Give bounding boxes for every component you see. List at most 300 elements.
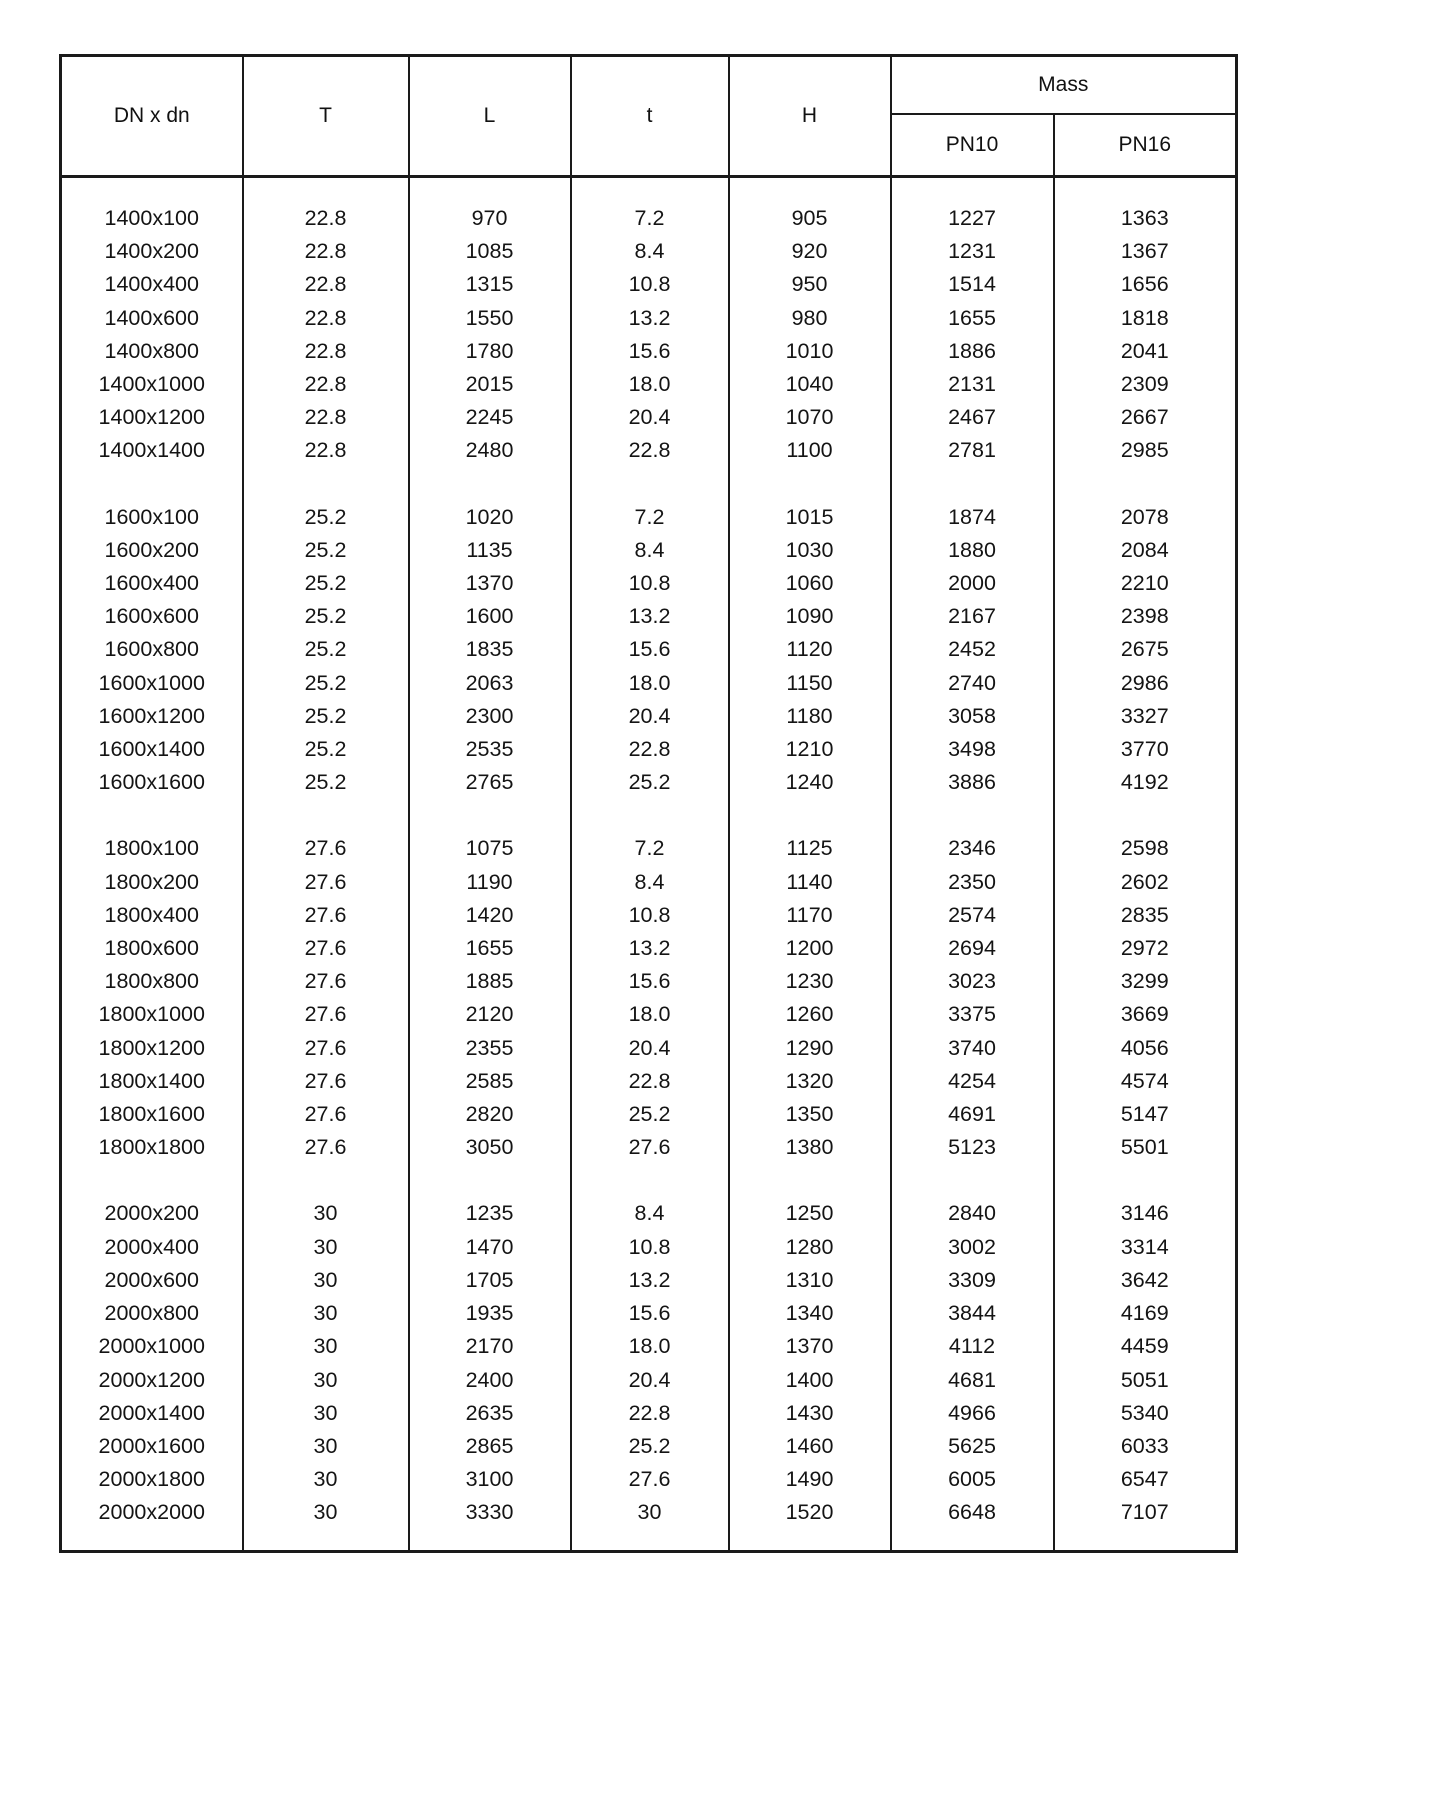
cell-h: 1250 <box>729 1197 891 1230</box>
cell-h: 1180 <box>729 700 891 733</box>
cell-dn: 1400x800 <box>104 338 199 363</box>
cell-t-wall: 30 <box>243 1496 409 1529</box>
table-row <box>61 501 1237 534</box>
spacer-cell <box>891 799 1054 832</box>
cell-h: 1400 <box>729 1364 891 1397</box>
cell-pn10: 4681 <box>891 1364 1054 1397</box>
cell-h: 1370 <box>729 1330 891 1363</box>
cell-l: 1085 <box>409 235 571 268</box>
spacer-cell <box>61 468 243 501</box>
spacer-cell <box>1054 1164 1237 1197</box>
cell-pn10: 2131 <box>891 368 1054 401</box>
cell-dn: 2000x1200 <box>98 1367 205 1392</box>
table-row <box>61 1463 1237 1496</box>
cell-pn16: 4459 <box>1054 1330 1237 1363</box>
cell-t-wall: 30 <box>243 1231 409 1264</box>
cell-t-wall: 27.6 <box>243 1131 409 1164</box>
cell-t-small: 13.2 <box>571 302 729 335</box>
table-row <box>61 1496 1237 1529</box>
cell-t-wall: 30 <box>243 1364 409 1397</box>
cell-t-wall: 25.2 <box>243 766 409 799</box>
spacer-cell <box>243 1164 409 1197</box>
spacer-cell <box>729 177 891 203</box>
cell-pn10: 3886 <box>891 766 1054 799</box>
cell-l: 2820 <box>409 1098 571 1131</box>
cell-t-wall: 22.8 <box>243 268 409 301</box>
cell-pn16: 5147 <box>1054 1098 1237 1131</box>
column-header-pn10: PN10 <box>891 114 1054 177</box>
spacer-cell <box>1054 799 1237 832</box>
cell-t-wall: 27.6 <box>243 1032 409 1065</box>
cell-pn10: 5123 <box>891 1131 1054 1164</box>
cell-t-small: 8.4 <box>571 866 729 899</box>
cell-l: 2480 <box>409 434 571 467</box>
table-row <box>61 998 1237 1031</box>
cell-pn16: 2835 <box>1054 899 1237 932</box>
group-separator-row <box>61 1164 1237 1197</box>
cell-dn: 1800x1400 <box>98 1068 205 1093</box>
spacer-cell <box>61 799 243 832</box>
spacer-cell <box>571 177 729 203</box>
cell-l: 1135 <box>409 534 571 567</box>
table-row <box>61 1032 1237 1065</box>
cell-pn16: 3314 <box>1054 1231 1237 1264</box>
cell-t-wall: 25.2 <box>243 700 409 733</box>
cell-pn16: 2598 <box>1054 832 1237 865</box>
table-row <box>61 1264 1237 1297</box>
table-row <box>61 1065 1237 1098</box>
cell-l: 1780 <box>409 335 571 368</box>
spacer-cell <box>409 1530 571 1552</box>
spacer-cell <box>1054 468 1237 501</box>
cell-dn: 2000x1600 <box>98 1433 205 1458</box>
cell-pn16: 2041 <box>1054 335 1237 368</box>
cell-pn10: 2740 <box>891 667 1054 700</box>
spacer-cell <box>571 1164 729 1197</box>
cell-l: 2585 <box>409 1065 571 1098</box>
spacer-cell <box>243 1530 409 1552</box>
cell-h: 1060 <box>729 567 891 600</box>
cell-l: 1190 <box>409 866 571 899</box>
table-row <box>61 1430 1237 1463</box>
cell-t-small: 18.0 <box>571 368 729 401</box>
cell-h: 1290 <box>729 1032 891 1065</box>
cell-t-wall: 27.6 <box>243 1098 409 1131</box>
table-row <box>61 932 1237 965</box>
table-row <box>61 600 1237 633</box>
cell-h: 1120 <box>729 633 891 666</box>
column-header-t-wall: T <box>243 56 409 177</box>
cell-pn16: 3770 <box>1054 733 1237 766</box>
cell-pn10: 3498 <box>891 733 1054 766</box>
cell-h: 980 <box>729 302 891 335</box>
cell-t-small: 22.8 <box>571 733 729 766</box>
cell-t-wall: 27.6 <box>243 998 409 1031</box>
cell-pn16: 2985 <box>1054 434 1237 467</box>
cell-t-wall: 30 <box>243 1297 409 1330</box>
cell-dn: 1800x1600 <box>98 1102 205 1127</box>
cell-l: 3100 <box>409 1463 571 1496</box>
cell-pn16: 6033 <box>1054 1430 1237 1463</box>
cell-t-small: 25.2 <box>571 1098 729 1131</box>
cell-t-wall: 27.6 <box>243 832 409 865</box>
cell-dn: 2000x200 <box>104 1201 199 1226</box>
cell-pn16: 2602 <box>1054 866 1237 899</box>
cell-pn16: 3669 <box>1054 998 1237 1031</box>
cell-dn: 1600x1600 <box>98 770 205 795</box>
cell-h: 1200 <box>729 932 891 965</box>
cell-dn: 1600x800 <box>104 637 199 662</box>
cell-h: 1070 <box>729 401 891 434</box>
cell-t-wall: 22.8 <box>243 434 409 467</box>
spacer-cell <box>61 177 243 203</box>
spacer-cell <box>729 468 891 501</box>
cell-t-wall: 27.6 <box>243 932 409 965</box>
cell-h: 1030 <box>729 534 891 567</box>
cell-pn16: 2667 <box>1054 401 1237 434</box>
table-row <box>61 1297 1237 1330</box>
cell-h: 1125 <box>729 832 891 865</box>
cell-pn10: 3309 <box>891 1264 1054 1297</box>
cell-dn: 1800x1200 <box>98 1035 205 1060</box>
cell-t-small: 22.8 <box>571 1065 729 1098</box>
cell-h: 950 <box>729 268 891 301</box>
cell-t-small: 18.0 <box>571 667 729 700</box>
cell-pn16: 2398 <box>1054 600 1237 633</box>
cell-t-wall: 30 <box>243 1264 409 1297</box>
cell-dn: 2000x1800 <box>98 1467 205 1492</box>
table-row <box>61 401 1237 434</box>
cell-dn: 2000x600 <box>104 1267 199 1292</box>
cell-dn: 1800x1800 <box>98 1135 205 1160</box>
cell-pn10: 5625 <box>891 1430 1054 1463</box>
spacer-cell <box>1054 177 1237 203</box>
cell-t-small: 25.2 <box>571 766 729 799</box>
table-row <box>61 1131 1237 1164</box>
cell-l: 2170 <box>409 1330 571 1363</box>
cell-l: 1935 <box>409 1297 571 1330</box>
cell-pn10: 3844 <box>891 1297 1054 1330</box>
table-row <box>61 1364 1237 1397</box>
cell-dn: 1400x400 <box>104 272 199 297</box>
cell-dn: 2000x1000 <box>98 1334 205 1359</box>
cell-pn16: 1363 <box>1054 202 1237 235</box>
cell-t-small: 8.4 <box>571 235 729 268</box>
cell-dn: 1600x1400 <box>98 737 205 762</box>
cell-t-small: 18.0 <box>571 998 729 1031</box>
cell-dn: 2000x400 <box>104 1234 199 1259</box>
cell-h: 1100 <box>729 434 891 467</box>
cell-h: 1230 <box>729 965 891 998</box>
cell-h: 1170 <box>729 899 891 932</box>
cell-t-small: 20.4 <box>571 1032 729 1065</box>
cell-h: 1015 <box>729 501 891 534</box>
cell-pn10: 3740 <box>891 1032 1054 1065</box>
table-row <box>61 832 1237 865</box>
cell-t-wall: 30 <box>243 1463 409 1496</box>
cell-t-wall: 30 <box>243 1430 409 1463</box>
cell-t-small: 15.6 <box>571 335 729 368</box>
cell-pn16: 2309 <box>1054 368 1237 401</box>
cell-dn: 1600x400 <box>104 571 199 596</box>
cell-l: 1550 <box>409 302 571 335</box>
cell-dn: 1400x1400 <box>98 438 205 463</box>
cell-t-wall: 22.8 <box>243 202 409 235</box>
cell-pn16: 1367 <box>1054 235 1237 268</box>
spacer-cell <box>891 1164 1054 1197</box>
cell-t-wall: 25.2 <box>243 501 409 534</box>
cell-l: 2245 <box>409 401 571 434</box>
cell-l: 2400 <box>409 1364 571 1397</box>
cell-l: 2355 <box>409 1032 571 1065</box>
cell-pn10: 1227 <box>891 202 1054 235</box>
cell-pn10: 3023 <box>891 965 1054 998</box>
column-header-l: L <box>409 56 571 177</box>
cell-pn16: 4056 <box>1054 1032 1237 1065</box>
cell-l: 2635 <box>409 1397 571 1430</box>
cell-pn16: 2986 <box>1054 667 1237 700</box>
cell-h: 1010 <box>729 335 891 368</box>
cell-dn: 1400x1000 <box>98 372 205 397</box>
cell-t-small: 15.6 <box>571 633 729 666</box>
cell-l: 1370 <box>409 567 571 600</box>
cell-pn10: 4691 <box>891 1098 1054 1131</box>
spacer-cell <box>409 468 571 501</box>
cell-l: 1235 <box>409 1197 571 1230</box>
cell-pn10: 3375 <box>891 998 1054 1031</box>
column-header-t-small: t <box>571 56 729 177</box>
cell-pn10: 1880 <box>891 534 1054 567</box>
cell-pn16: 2078 <box>1054 501 1237 534</box>
cell-l: 1600 <box>409 600 571 633</box>
cell-h: 1150 <box>729 667 891 700</box>
cell-t-small: 27.6 <box>571 1131 729 1164</box>
spacer-cell <box>409 1164 571 1197</box>
cell-l: 2120 <box>409 998 571 1031</box>
cell-dn: 1800x200 <box>104 869 199 894</box>
cell-pn16: 3299 <box>1054 965 1237 998</box>
table-row <box>61 766 1237 799</box>
table-row <box>61 368 1237 401</box>
cell-dn: 2000x800 <box>104 1301 199 1326</box>
cell-t-small: 18.0 <box>571 1330 729 1363</box>
table-row <box>61 202 1237 235</box>
cell-h: 1490 <box>729 1463 891 1496</box>
cell-t-small: 10.8 <box>571 899 729 932</box>
cell-pn10: 1514 <box>891 268 1054 301</box>
cell-pn16: 7107 <box>1054 1496 1237 1529</box>
spacer-cell <box>243 177 409 203</box>
table-row <box>61 965 1237 998</box>
table-row <box>61 302 1237 335</box>
cell-t-small: 10.8 <box>571 567 729 600</box>
cell-t-small: 22.8 <box>571 1397 729 1430</box>
table-row <box>61 633 1237 666</box>
cell-h: 1380 <box>729 1131 891 1164</box>
cell-t-small: 13.2 <box>571 1264 729 1297</box>
cell-dn: 2000x1400 <box>98 1400 205 1425</box>
cell-pn16: 3642 <box>1054 1264 1237 1297</box>
cell-dn: 1600x600 <box>104 604 199 629</box>
cell-h: 1240 <box>729 766 891 799</box>
cell-t-small: 13.2 <box>571 932 729 965</box>
cell-h: 905 <box>729 202 891 235</box>
cell-h: 1260 <box>729 998 891 1031</box>
group-separator-row <box>61 468 1237 501</box>
cell-l: 1020 <box>409 501 571 534</box>
table-row <box>61 700 1237 733</box>
spacer-cell <box>729 799 891 832</box>
cell-h: 1350 <box>729 1098 891 1131</box>
cell-t-wall: 25.2 <box>243 534 409 567</box>
cell-pn10: 2781 <box>891 434 1054 467</box>
cell-t-wall: 22.8 <box>243 335 409 368</box>
spacer-cell <box>61 1164 243 1197</box>
cell-l: 3050 <box>409 1131 571 1164</box>
cell-pn10: 2167 <box>891 600 1054 633</box>
cell-pn16: 1818 <box>1054 302 1237 335</box>
spacer-cell <box>61 1530 243 1552</box>
cell-pn10: 4112 <box>891 1330 1054 1363</box>
cell-dn: 1400x100 <box>104 206 199 230</box>
cell-dn: 1400x600 <box>104 305 199 330</box>
spacer-cell <box>891 468 1054 501</box>
table-row <box>61 1231 1237 1264</box>
cell-h: 1280 <box>729 1231 891 1264</box>
cell-pn10: 2840 <box>891 1197 1054 1230</box>
spacer-cell <box>409 799 571 832</box>
cell-dn: 1600x200 <box>104 537 199 562</box>
cell-t-wall: 25.2 <box>243 733 409 766</box>
table-bottom-padding-row <box>61 1530 1237 1552</box>
cell-dn: 1800x1000 <box>98 1002 205 1027</box>
cell-t-small: 7.2 <box>571 202 729 235</box>
cell-pn16: 2210 <box>1054 567 1237 600</box>
cell-t-small: 30 <box>571 1496 729 1529</box>
table-row <box>61 866 1237 899</box>
table-row <box>61 899 1237 932</box>
cell-dn: 1600x1200 <box>98 703 205 728</box>
cell-t-wall: 27.6 <box>243 1065 409 1098</box>
cell-h: 1340 <box>729 1297 891 1330</box>
cell-l: 1315 <box>409 268 571 301</box>
cell-t-small: 10.8 <box>571 1231 729 1264</box>
cell-t-small: 25.2 <box>571 1430 729 1463</box>
table-row <box>61 335 1237 368</box>
cell-t-wall: 22.8 <box>243 302 409 335</box>
cell-t-wall: 22.8 <box>243 235 409 268</box>
cell-l: 1420 <box>409 899 571 932</box>
cell-pn10: 2574 <box>891 899 1054 932</box>
cell-l: 2865 <box>409 1430 571 1463</box>
cell-l: 2015 <box>409 368 571 401</box>
spacer-cell <box>243 468 409 501</box>
cell-pn16: 5501 <box>1054 1131 1237 1164</box>
header-row-primary <box>61 56 1237 115</box>
spacer-cell <box>1054 1530 1237 1552</box>
spacer-cell <box>571 468 729 501</box>
cell-h: 1040 <box>729 368 891 401</box>
cell-h: 1460 <box>729 1430 891 1463</box>
cell-pn10: 2452 <box>891 633 1054 666</box>
table-body <box>61 177 1237 1552</box>
cell-l: 2063 <box>409 667 571 700</box>
cell-t-small: 15.6 <box>571 1297 729 1330</box>
cell-t-wall: 25.2 <box>243 667 409 700</box>
cell-t-wall: 22.8 <box>243 368 409 401</box>
spacer-cell <box>891 1530 1054 1552</box>
cell-l: 1705 <box>409 1264 571 1297</box>
cell-t-wall: 30 <box>243 1330 409 1363</box>
cell-h: 1310 <box>729 1264 891 1297</box>
cell-dn: 1800x400 <box>104 902 199 927</box>
cell-dn: 1800x600 <box>104 936 199 961</box>
table-row <box>61 1330 1237 1363</box>
group-separator-row <box>61 799 1237 832</box>
spacer-cell <box>243 799 409 832</box>
cell-l: 1655 <box>409 932 571 965</box>
cell-t-small: 8.4 <box>571 1197 729 1230</box>
cell-t-wall: 22.8 <box>243 401 409 434</box>
cell-t-wall: 27.6 <box>243 965 409 998</box>
table-row <box>61 567 1237 600</box>
cell-t-wall: 25.2 <box>243 600 409 633</box>
cell-t-wall: 27.6 <box>243 899 409 932</box>
cell-pn10: 2350 <box>891 866 1054 899</box>
cell-t-small: 7.2 <box>571 501 729 534</box>
cell-t-wall: 25.2 <box>243 567 409 600</box>
cell-pn10: 6648 <box>891 1496 1054 1529</box>
spacer-cell <box>409 177 571 203</box>
cell-h: 1210 <box>729 733 891 766</box>
spacer-cell <box>571 1530 729 1552</box>
cell-t-small: 20.4 <box>571 401 729 434</box>
cell-pn10: 2467 <box>891 401 1054 434</box>
cell-pn16: 3327 <box>1054 700 1237 733</box>
cell-pn16: 4192 <box>1054 766 1237 799</box>
cell-t-small: 22.8 <box>571 434 729 467</box>
cell-dn: 1600x1000 <box>98 670 205 695</box>
table-top-padding-row <box>61 177 1237 203</box>
spacer-cell <box>891 177 1054 203</box>
cell-pn16: 3146 <box>1054 1197 1237 1230</box>
cell-t-small: 27.6 <box>571 1463 729 1496</box>
cell-dn: 1400x200 <box>104 239 199 264</box>
cell-l: 2300 <box>409 700 571 733</box>
cell-pn10: 2000 <box>891 567 1054 600</box>
cell-h: 1090 <box>729 600 891 633</box>
cell-t-small: 20.4 <box>571 700 729 733</box>
column-header-pn16: PN16 <box>1054 114 1237 177</box>
table-row <box>61 1397 1237 1430</box>
table-row <box>61 1098 1237 1131</box>
cell-dn: 1400x1200 <box>98 405 205 430</box>
cell-h: 1320 <box>729 1065 891 1098</box>
cell-pn10: 4254 <box>891 1065 1054 1098</box>
cell-t-small: 13.2 <box>571 600 729 633</box>
table-row <box>61 434 1237 467</box>
cell-pn16: 2675 <box>1054 633 1237 666</box>
cell-pn10: 1655 <box>891 302 1054 335</box>
cell-t-wall: 30 <box>243 1397 409 1430</box>
cell-l: 3330 <box>409 1496 571 1529</box>
cell-t-wall: 25.2 <box>243 633 409 666</box>
cell-t-wall: 27.6 <box>243 866 409 899</box>
cell-h: 1430 <box>729 1397 891 1430</box>
cell-dn: 1600x100 <box>104 504 199 529</box>
cell-t-small: 15.6 <box>571 965 729 998</box>
cell-l: 2535 <box>409 733 571 766</box>
